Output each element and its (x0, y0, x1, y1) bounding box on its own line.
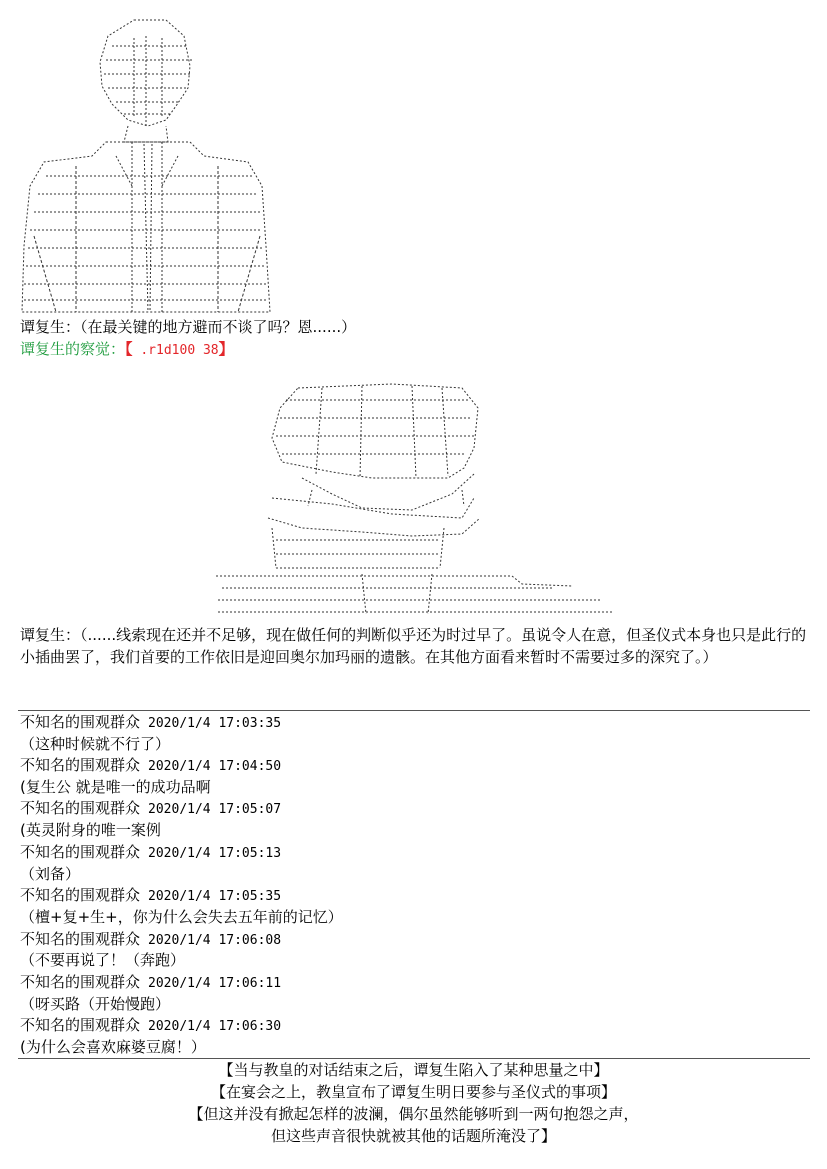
comment-header (20, 757, 281, 775)
narration-line: 【在宴会之上，教皇宣布了谭复生明日要参与圣仪式的事项】 (210, 1083, 616, 1101)
comment-text: （呀买路（开始慢跑） (20, 995, 171, 1013)
comment-timestamp: 2020/1/4 17:03:35 (148, 716, 282, 731)
narration-line: 【但这并没有掀起怎样的波澜，偶尔虽然能够听到一两句抱怨之声， (188, 1105, 639, 1123)
comment-header (20, 887, 281, 905)
divider-top (18, 710, 810, 711)
comment-timestamp: 2020/1/4 17:06:11 (148, 976, 282, 991)
comment-user: 不知名的围观群众 (20, 973, 141, 991)
ascii-art-figure-standing (16, 16, 278, 314)
narration-line: 【当与教皇的对话结束之后，谭复生陷入了某种思量之中】 (218, 1061, 609, 1079)
comment-user: 不知名的围观群众 (20, 930, 141, 948)
comment-timestamp: 2020/1/4 17:04:50 (148, 759, 282, 774)
comment-timestamp: 2020/1/4 17:05:35 (148, 889, 282, 904)
dialogue-text: （在最关键的地方避而不谈了吗？恩......） (80, 318, 357, 336)
check-bracket-close: 】 (218, 340, 234, 358)
comment-user: 不知名的围观群众 (20, 756, 141, 774)
comment-timestamp: 2020/1/4 17:05:07 (148, 802, 282, 817)
comment-text: （这种时候就不行了） (20, 735, 171, 753)
comment-user: 不知名的围观群众 (20, 1016, 141, 1034)
comment-text: （檀+复+生+，你为什么会失去五年前的记忆） (20, 908, 343, 926)
narration-line: 但这些声音很快就被其他的话题所淹没了】 (270, 1127, 556, 1145)
comment-text: (英灵附身的唯一案例 (20, 821, 161, 839)
ascii-art-figure-seated (212, 378, 616, 618)
comment-text: （刘备） (20, 865, 81, 883)
dialogue-line-1 (20, 318, 356, 337)
comment-header (20, 931, 281, 949)
dialogue-text: （......线索现在还并不足够，现在做任何的判断似乎还为时过早了。虽说令人在意，但圣仪式本身也只是此行的小插曲罢了，我们首要的工作依旧是迎回奥尔加玛丽的遗骸。在其他方面看来暂时不需要过多的深究了。） (20, 626, 807, 666)
comment-header (20, 800, 281, 818)
dice-roll-result: .r1d100 38 (132, 343, 219, 358)
comment-header (20, 1017, 281, 1035)
comment-header (20, 714, 281, 732)
comment-user: 不知名的围观群众 (20, 886, 141, 904)
comment-user: 不知名的围观群众 (20, 799, 141, 817)
dialogue-line-2 (20, 624, 810, 668)
speaker-name: 谭复生： (20, 318, 81, 336)
comment-timestamp: 2020/1/4 17:05:13 (148, 846, 282, 861)
check-bracket-open: 【 (125, 340, 133, 358)
dice-check-line (20, 340, 234, 360)
comment-user: 不知名的围观群众 (20, 713, 141, 731)
speaker-name: 谭复生： (20, 626, 81, 644)
comment-timestamp: 2020/1/4 17:06:08 (148, 933, 282, 948)
comment-user: 不知名的围观群众 (20, 843, 141, 861)
comment-header (20, 844, 281, 862)
comment-text: (为什么会喜欢麻婆豆腐！） (20, 1038, 206, 1056)
comment-text: （不要再说了！（奔跑） (20, 951, 186, 969)
comment-text: (复生公 就是唯一的成功品啊 (20, 778, 211, 796)
comment-header (20, 974, 281, 992)
comment-timestamp: 2020/1/4 17:06:30 (148, 1019, 282, 1034)
check-label: 谭复生的察觉： (20, 340, 126, 358)
